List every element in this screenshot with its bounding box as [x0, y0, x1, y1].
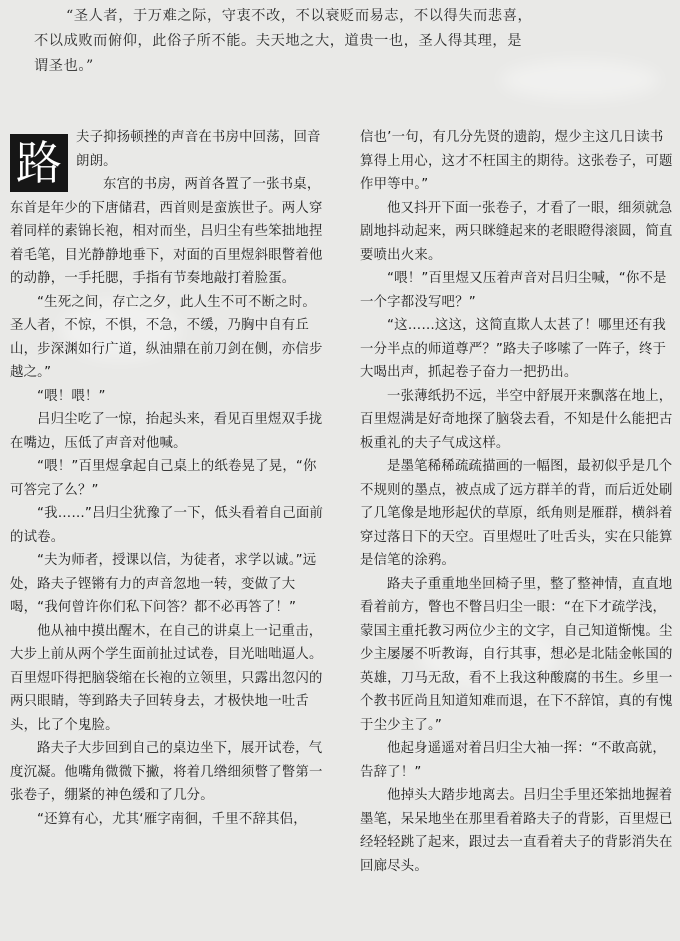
paragraph: 东宫的书房，两首各置了一张书桌，东首是年少的下唐储君，西首则是蛮族世子。两人穿着同样的素锦长袍，相对而坐，吕归尘有些笨拙地捏着毛笔，目光静静地垂下，对面的百里煜斜眼瞥着他的动静，一手托腮，手指有节奏地敲打着脸蛋。: [10, 177, 323, 286]
paragraph: 他起身遥遥对着吕归尘大袖一挥：“不敢高就，告辞了！”: [360, 741, 666, 780]
paragraph: 是墨笔稀稀疏疏描画的一幅图，最初似乎是几个不规则的墨点，被点成了远方群羊的背，而后近处刷了几笔像是地形起伏的草原，纸角则是雁群，横斜着穿过落日下的天空。百里煜吐了吐舌头，实在只能算是信笔的涂鸦。: [360, 459, 673, 568]
paragraph: “我……”吕归尘犹豫了一下，低头看着自己面前的试卷。: [10, 506, 324, 545]
paragraph: 夫子抑扬顿挫的声音在书房中回荡，回音朗朗。: [76, 130, 321, 169]
paragraph: “夫为师者，授课以信，为徒者，求学以诚。”远处，路夫子铿锵有力的声音忽地一转，变做了大喝，“我何曾许你们私下问答？都不必再答了！”: [10, 553, 317, 615]
paragraph: 信也’一句，有几分先贤的遗韵，煜少主这几日读书算得上用心，这才不枉国主的期待。这张卷子，可题作甲等中。”: [360, 130, 673, 192]
paragraph: 他掉头大踏步地离去。吕归尘手里还笨拙地握着墨笔，呆呆地坐在那里看着路夫子的背影，百里煜已经轻轻跳了起来，跟过去一直看着夫子的背影消失在回廊尽头。: [360, 788, 673, 874]
right-column: [360, 126, 674, 878]
drop-cap: 路: [10, 134, 68, 192]
paragraph: 他又抖开下面一张卷子，才看了一眼，细须就急剧地抖动起来，两只眯缝起来的老眼瞪得滚圆，简直要喷出火来。: [360, 200, 673, 263]
paragraph: 路夫子重重地坐回椅子里，整了整神情，直直地看着前方，瞥也不瞥吕归尘一眼：“在下才疏学浅，蒙国主重托教习两位少主的文字，自己知道惭愧。尘少主屡屡不听教诲，自行其事，想必是北陆金帐国的英雄，刀马无敌，看不上我这种酸腐的书生。乡里一个教书匠尚且知道知难而退，在下不辞馆，真的有愧于尘少主了。”: [360, 576, 673, 733]
paragraph: “还算有心，尤其‘雁字南徊，千里不辞其侣，: [37, 811, 307, 827]
paragraph: 路夫子大步回到自己的桌边坐下，展开试卷，气度沉凝。他嘴角微微下撇，将着几绺细须瞥了瞥第一张卷子，绷紧的神色缓和了几分。: [10, 741, 323, 803]
left-column: [10, 126, 326, 831]
paragraph: “喂！”百里煜拿起自己桌上的纸卷晃了晃，“你可答完了么？”: [10, 459, 317, 498]
paragraph: 他从袖中摸出醒木，在自己的讲桌上一记重击，大步上前从两个学生面前扯过试卷，目光咄咄逼人。百里煜吓得把脑袋缩在长袍的立领里，只露出忽闪的两只眼睛，等到路夫子回转身去，才极快地一吐舌头，比了个鬼脸。: [10, 623, 323, 733]
paragraph: “喂！”百里煜又压着声音对吕归尘喊，“你不是一个字都没写吧？”: [360, 271, 667, 310]
paragraph: 吕归尘吃了一惊，抬起头来，看见百里煜双手拢在嘴边，压低了声音对他喊。: [10, 412, 323, 451]
paragraph: “这……这这，这简直欺人太甚了！哪里还有我一分半点的师道尊严？”路夫子哆嗦了一阵子，终于大喝出声，抓起卷子奋力一把扔出。: [360, 318, 667, 380]
paragraph: 一张薄纸扔不远，半空中舒展开来飘落在地上，百里煜满是好奇地探了脑袋去看，不知是什么能把古板重礼的夫子气成这样。: [360, 388, 673, 451]
paragraph: “生死之间，存亡之夕，此人生不可不断之时。圣人者，不惊，不惧，不急，不缓，乃胸中自有丘山，步深渊如行广道，纵油鼎在前刀剑在侧，亦信步越之。”: [10, 294, 323, 380]
epigraph-line: 不以成败而俯仰，此俗子所不能。夫天地之大，道贵一也，圣人得其理，是: [34, 33, 522, 49]
epigraph-line: 谓圣也。”: [34, 58, 94, 74]
epigraph-line: “圣人者，于万难之际，守衷不改，不以衰贬而易志，不以得失而悲喜，: [66, 8, 533, 24]
paragraph: “喂！喂！”: [37, 388, 106, 404]
epigraph: [34, 4, 654, 79]
